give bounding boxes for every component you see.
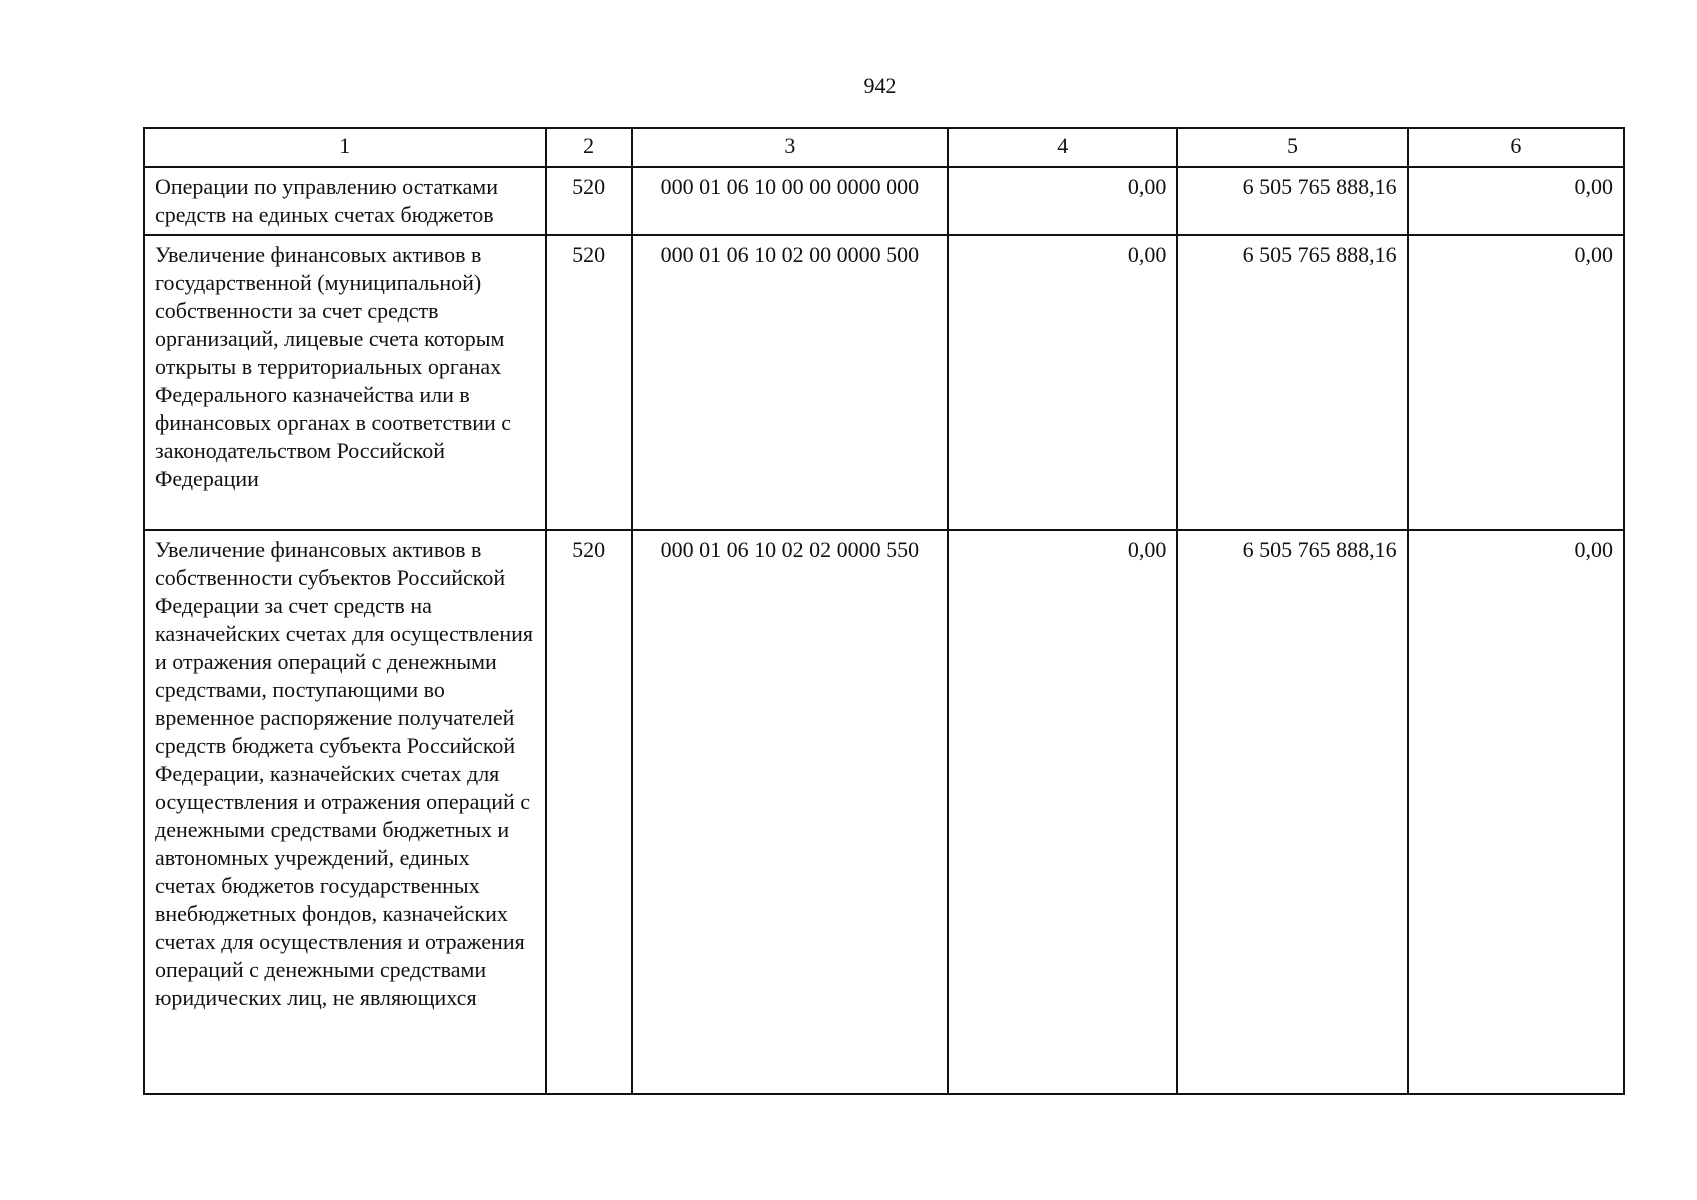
column-4-value-cell: 0,00 bbox=[948, 235, 1177, 530]
column-4-value-cell: 0,00 bbox=[948, 167, 1177, 235]
column-5-value-cell: 6 505 765 888,16 bbox=[1177, 167, 1407, 235]
column-header-1: 1 bbox=[144, 128, 546, 167]
row-name-cell: Операции по управлению остатками средств на единых счетах бюджетов bbox=[144, 167, 546, 235]
row-name-cell: Увеличение финансовых активов в собственности субъектов Российской Федерации за счет средств на казначейских счетах для осуществления и отражения операций с денежными средствами, поступающими во временное распоряжение получателей средств бюджета субъекта Российской Федерации, казначейских счетах для осуществления и отражения операций с денежными средствами бюджетных и автономных учреждений, единых счетах бюджетов государственных внебюджетных фондов, казначейских счетах для осуществления и отражения операций с денежными средствами юридических лиц, не являющихся bbox=[144, 530, 546, 1094]
column-4-value-cell: 0,00 bbox=[948, 530, 1177, 1094]
table-row bbox=[144, 235, 1624, 530]
row-name-cell: Увеличение финансовых активов в государственной (муниципальной) собственности за счет средств организаций, лицевые счета которым открыты в территориальных органах Федерального казначейства или в финансовых органах в соответствии с законодательством Российской Федерации bbox=[144, 235, 546, 530]
line-code-cell: 520 bbox=[546, 530, 632, 1094]
column-6-value-cell: 0,00 bbox=[1408, 530, 1624, 1094]
column-5-value-cell: 6 505 765 888,16 bbox=[1177, 235, 1407, 530]
table-row bbox=[144, 530, 1624, 1094]
table-row bbox=[144, 167, 1624, 235]
column-header-6: 6 bbox=[1408, 128, 1624, 167]
budget-code-cell: 000 01 06 10 02 02 0000 550 bbox=[632, 530, 948, 1094]
column-header-5: 5 bbox=[1177, 128, 1407, 167]
line-code-cell: 520 bbox=[546, 167, 632, 235]
column-header-2: 2 bbox=[546, 128, 632, 167]
column-6-value-cell: 0,00 bbox=[1408, 167, 1624, 235]
budget-code-cell: 000 01 06 10 00 00 0000 000 bbox=[632, 167, 948, 235]
table-header-row bbox=[144, 128, 1624, 167]
budget-table bbox=[143, 127, 1625, 1095]
line-code-cell: 520 bbox=[546, 235, 632, 530]
column-6-value-cell: 0,00 bbox=[1408, 235, 1624, 530]
column-header-3: 3 bbox=[632, 128, 948, 167]
page-number: 942 bbox=[863, 73, 897, 98]
column-5-value-cell: 6 505 765 888,16 bbox=[1177, 530, 1407, 1094]
column-header-4: 4 bbox=[948, 128, 1177, 167]
budget-code-cell: 000 01 06 10 02 00 0000 500 bbox=[632, 235, 948, 530]
